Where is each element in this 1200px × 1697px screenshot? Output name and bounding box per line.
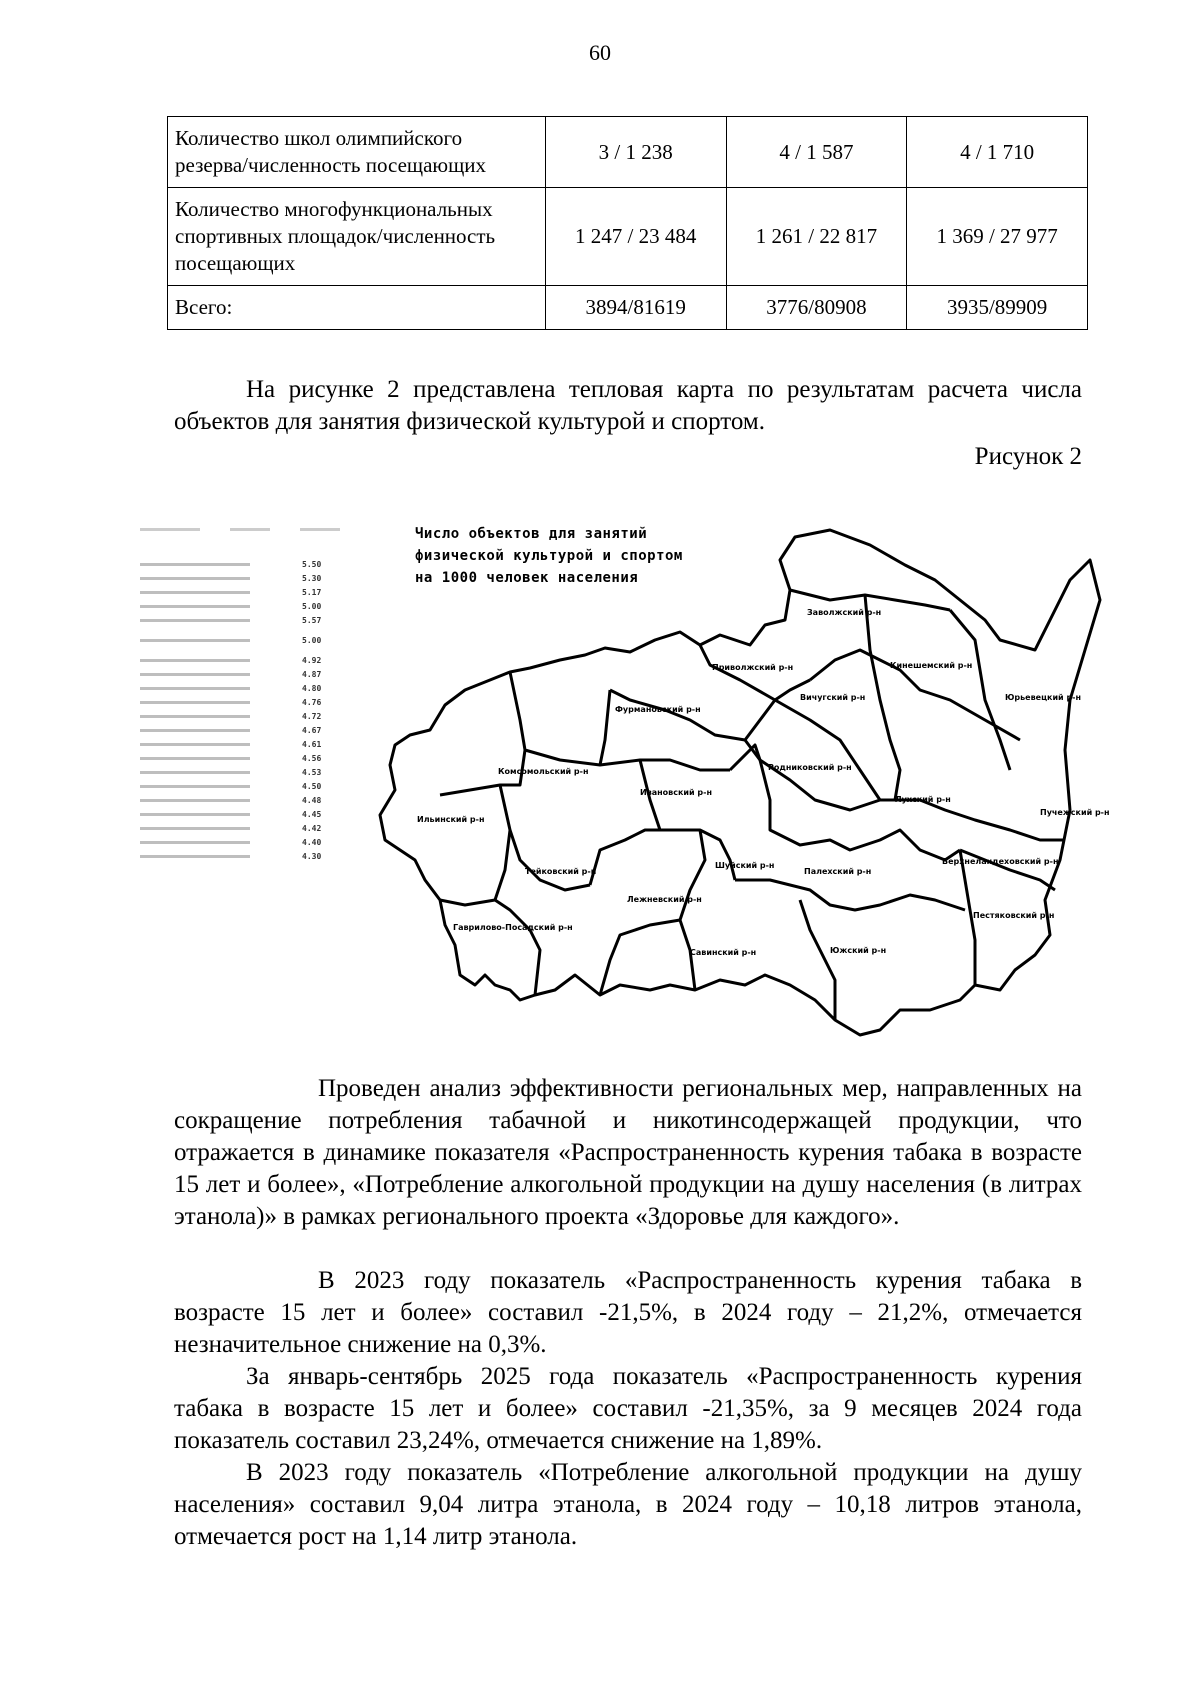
region-boundary xyxy=(775,700,880,800)
region-label: Комсомольский р-н xyxy=(498,767,589,776)
legend-value: 4.67 xyxy=(302,725,322,735)
region-label: Гаврилово-Посадский р-н xyxy=(453,923,573,932)
legend-value: 4.48 xyxy=(302,795,322,805)
legend-value: 4.61 xyxy=(302,739,322,749)
table-cell-value: 3935/89909 xyxy=(907,286,1088,330)
legend-value: 4.80 xyxy=(302,683,322,693)
legend-value: 5.57 xyxy=(302,615,322,625)
legend-value: 4.92 xyxy=(302,655,322,665)
region-boundary xyxy=(680,830,705,990)
table-cell-value: 3776/80908 xyxy=(726,286,907,330)
table-cell-value: 1 247 / 23 484 xyxy=(545,188,726,286)
legend-value: 4.53 xyxy=(302,767,322,777)
table-cell-value: 1 369 / 27 977 xyxy=(907,188,1088,286)
region-boundary xyxy=(735,880,965,910)
region-boundary xyxy=(495,830,510,900)
region-boundary xyxy=(590,830,735,885)
table-cell-value: 4 / 1 710 xyxy=(907,117,1088,188)
region-label: Лежневский р-н xyxy=(627,895,702,904)
region-boundary xyxy=(700,645,810,700)
region-label: Вичугский р-н xyxy=(800,693,866,702)
body-paragraph: Проведен анализ эффективности региональных мер, направленных на сокращение потребления табачной и никотинсодержащей продукции, что отражается в динамике показателя «Распространенность курения табака в возрасте 15 лет и более», «Потребление алкогольной продукции на душу населения (в литрах этанола)» в рамках регионального проекта «Здоровье для каждого». xyxy=(174,1075,1082,1230)
region-label: Тейковский р-н xyxy=(525,867,597,876)
legend-value: 5.00 xyxy=(302,601,322,611)
legend-value: 4.30 xyxy=(302,851,322,861)
region-label: Шуйский р-н xyxy=(715,861,775,870)
region-boundary xyxy=(865,595,900,800)
region-boundary xyxy=(510,672,730,770)
legend-value: 4.76 xyxy=(302,697,322,707)
body-paragraph: За январь-сентябрь 2025 года показатель «Распространенность курения табака в возрасте 15 лет и более» составил -21,35%, за 9 месяцев 2024 года показатель составил 23,24%, отмечается снижение на 1,89%. xyxy=(174,1363,1082,1454)
region-label: Пестяковский р-н xyxy=(973,911,1055,920)
page-number: 60 xyxy=(589,40,611,65)
legend-value: 4.40 xyxy=(302,837,322,847)
legend-value: 4.50 xyxy=(302,781,322,791)
region-boundary xyxy=(960,850,1055,890)
region-boundary xyxy=(790,590,950,610)
map-title-line: на 1000 человек населения xyxy=(415,570,639,586)
legend-value: 4.56 xyxy=(302,753,322,763)
figure-caption: Рисунок 2 xyxy=(974,443,1082,470)
table-cell-label: Всего: xyxy=(168,286,546,330)
region-label: Лухский р-н xyxy=(895,795,951,804)
legend-value: 5.30 xyxy=(302,573,322,583)
region-label: Приволжский р-н xyxy=(712,663,794,672)
region-label: Ильинский р-н xyxy=(417,815,485,824)
legend-value: 4.42 xyxy=(302,823,322,833)
region-boundary xyxy=(600,690,610,765)
region-label: Палехский р-н xyxy=(804,867,872,876)
legend-value: 5.50 xyxy=(302,559,322,569)
region-boundary xyxy=(950,610,1010,770)
region-label: Фурмановский р-н xyxy=(615,705,701,714)
table-cell-label: Количество школ олимпийского резерва/численность посещающих xyxy=(168,117,546,188)
region-boundary xyxy=(600,920,680,995)
map-title-line: Число объектов для занятий xyxy=(415,526,648,542)
table-cell-value: 3894/81619 xyxy=(545,286,726,330)
region-boundary xyxy=(610,690,775,740)
region-label: Кинешемский р-н xyxy=(890,661,973,670)
region-boundary xyxy=(745,740,895,810)
intro-paragraph: На рисунке 2 представлена тепловая карта по результатам расчета числа объектов для занятия физической культурой и спортом. xyxy=(174,376,1082,435)
region-label: Заволжский р-н xyxy=(807,608,882,617)
legend-value: 4.72 xyxy=(302,711,322,721)
region-label: Родниковский р-н xyxy=(768,763,852,772)
body-paragraph: В 2023 году показатель «Распространенность курения табака в возрасте 15 лет и более» составил -21,5%, в 2024 году – 21,2%, отмечается незначительное снижение на 0,3%. xyxy=(174,1267,1082,1358)
legend-value: 5.17 xyxy=(302,587,322,597)
region-label: Южский р-н xyxy=(830,946,887,955)
map-outline xyxy=(380,530,1100,1035)
map-title-line: физической культурой и спортом xyxy=(415,548,683,564)
table-cell-value: 1 261 / 22 817 xyxy=(726,188,907,286)
region-label: Ивановский р-н xyxy=(640,788,712,797)
region-label: Савинский р-н xyxy=(690,948,757,957)
legend-value: 5.00 xyxy=(302,635,322,645)
body-paragraph: В 2023 году показатель «Потребление алкогольной продукции на душу населения» составил 9,04 литра этанола, в 2024 году – 10,18 литров этанола, отмечается рост на 1,14 литр этанола. xyxy=(174,1459,1082,1550)
region-boundary xyxy=(895,800,1065,840)
table-cell-value: 4 / 1 587 xyxy=(726,117,907,188)
region-label: Юрьевецкий р-н xyxy=(1005,693,1082,702)
table-cell-label: Количество многофункциональных спортивных площадок/численность посещающих xyxy=(168,188,546,286)
legend-value: 4.87 xyxy=(302,669,322,679)
table-cell-value: 3 / 1 238 xyxy=(545,117,726,188)
region-boundary-outer xyxy=(380,530,1100,1035)
region-label: Верхнеландеховский р-н xyxy=(942,857,1059,866)
legend-value: 4.45 xyxy=(302,809,322,819)
region-label: Пучежский р-н xyxy=(1040,808,1110,817)
